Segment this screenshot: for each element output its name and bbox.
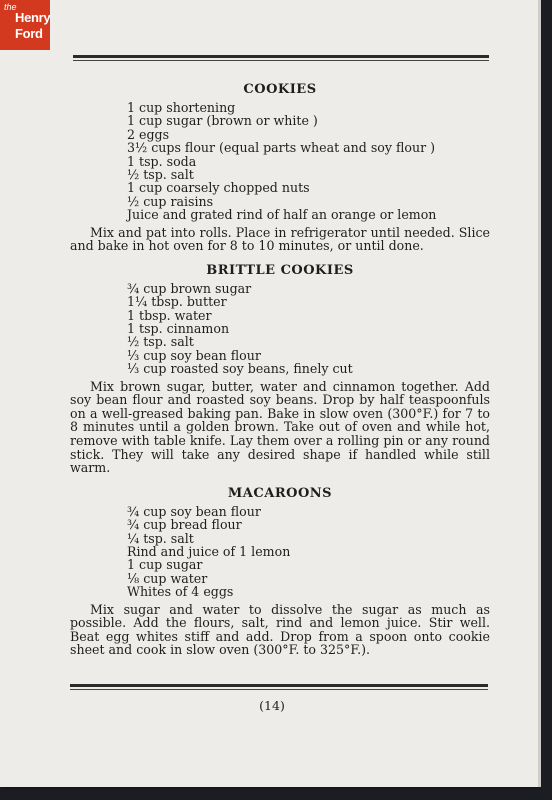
- page-number: [0, 698, 552, 713]
- ingredient: 1 tbsp. water: [127, 307, 212, 323]
- page-number-text: (14): [259, 698, 285, 713]
- ingredient: 1 cup coarsely chopped nuts: [127, 180, 310, 196]
- recipe-brittle-cookies: [70, 261, 490, 475]
- ingredient: ⅓ cup soy bean flour: [127, 347, 261, 363]
- page-edge: [538, 0, 541, 787]
- ingredient: ¾ cup brown sugar: [127, 280, 252, 296]
- ingredient: 2 eggs: [127, 126, 170, 142]
- ingredient: ⅛ cup water: [127, 570, 208, 586]
- ingredient: 1 cup shortening: [127, 100, 236, 115]
- recipe-title: BRITTLE COOKIES: [206, 262, 354, 278]
- ingredient: ¼ tsp. salt: [127, 530, 194, 546]
- ingredient: 1 cup sugar (brown or white ): [127, 113, 318, 129]
- ingredient: ½ tsp. salt: [127, 167, 194, 183]
- ingredient: Juice and grated rind of half an orange or lemon: [127, 207, 437, 223]
- ingredient: ¾ cup soy bean flour: [127, 503, 261, 519]
- ingredient-list: [127, 282, 490, 376]
- henry-ford-logo: [0, 0, 50, 50]
- bottom-rule: [70, 684, 488, 690]
- ingredient: Whites of 4 eggs: [127, 584, 234, 600]
- recipe-content: [70, 80, 490, 660]
- ingredient: 1 cup sugar: [127, 557, 203, 573]
- ingredient-list: [127, 505, 490, 599]
- recipe-directions: Mix and pat into rolls. Place in refrigerator until needed. Slice and bake in hot oven for 8 to 10 minutes, or until done.: [70, 224, 490, 254]
- recipe-title: MACAROONS: [227, 485, 333, 501]
- recipe-directions: Mix brown sugar, butter, water and cinnamon together. Add soy bean flour and roasted soy beans. Drop by half teaspoonfuls on a well-greased baking pan. Bake in slow oven (300°F.) for 7 to 8 minutes until a golden brown. Take out of oven and while hot, remove with table knife. Lay them over a rolling pin or any round stick. They will take any desired shape if handled while still warm.: [70, 378, 490, 476]
- ingredient: 1 tsp. cinnamon: [127, 321, 230, 337]
- recipe-directions: Mix sugar and water to dissolve the sugar as much as possible. Add the flours, salt, rind and lemon juice. Stir well. Beat egg whites stiff and add. Drop from a spoon onto cookie sheet and cook in slow oven (300°F. to 325°F.).: [70, 601, 490, 658]
- recipe-macaroons: [70, 484, 490, 657]
- logo-henry: Henry: [15, 10, 51, 25]
- ingredient: ¾ cup bread flour: [127, 517, 242, 533]
- ingredient: 3½ cups flour (equal parts wheat and soy flour ): [127, 140, 436, 156]
- logo-ford: Ford: [15, 26, 43, 41]
- recipe-cookies: [70, 80, 490, 253]
- ingredient: ½ tsp. salt: [127, 334, 194, 350]
- logo-the: the: [4, 2, 17, 12]
- ingredient: ½ cup raisins: [127, 193, 214, 209]
- ingredient-list: [127, 101, 490, 222]
- top-rule: [73, 55, 489, 61]
- ingredient: 1¼ tbsp. butter: [127, 294, 227, 310]
- ingredient: Rind and juice of 1 lemon: [127, 544, 291, 560]
- ingredient: ⅓ cup roasted soy beans, finely cut: [127, 361, 353, 377]
- recipe-title: COOKIES: [243, 82, 317, 97]
- ingredient: 1 tsp. soda: [127, 153, 197, 169]
